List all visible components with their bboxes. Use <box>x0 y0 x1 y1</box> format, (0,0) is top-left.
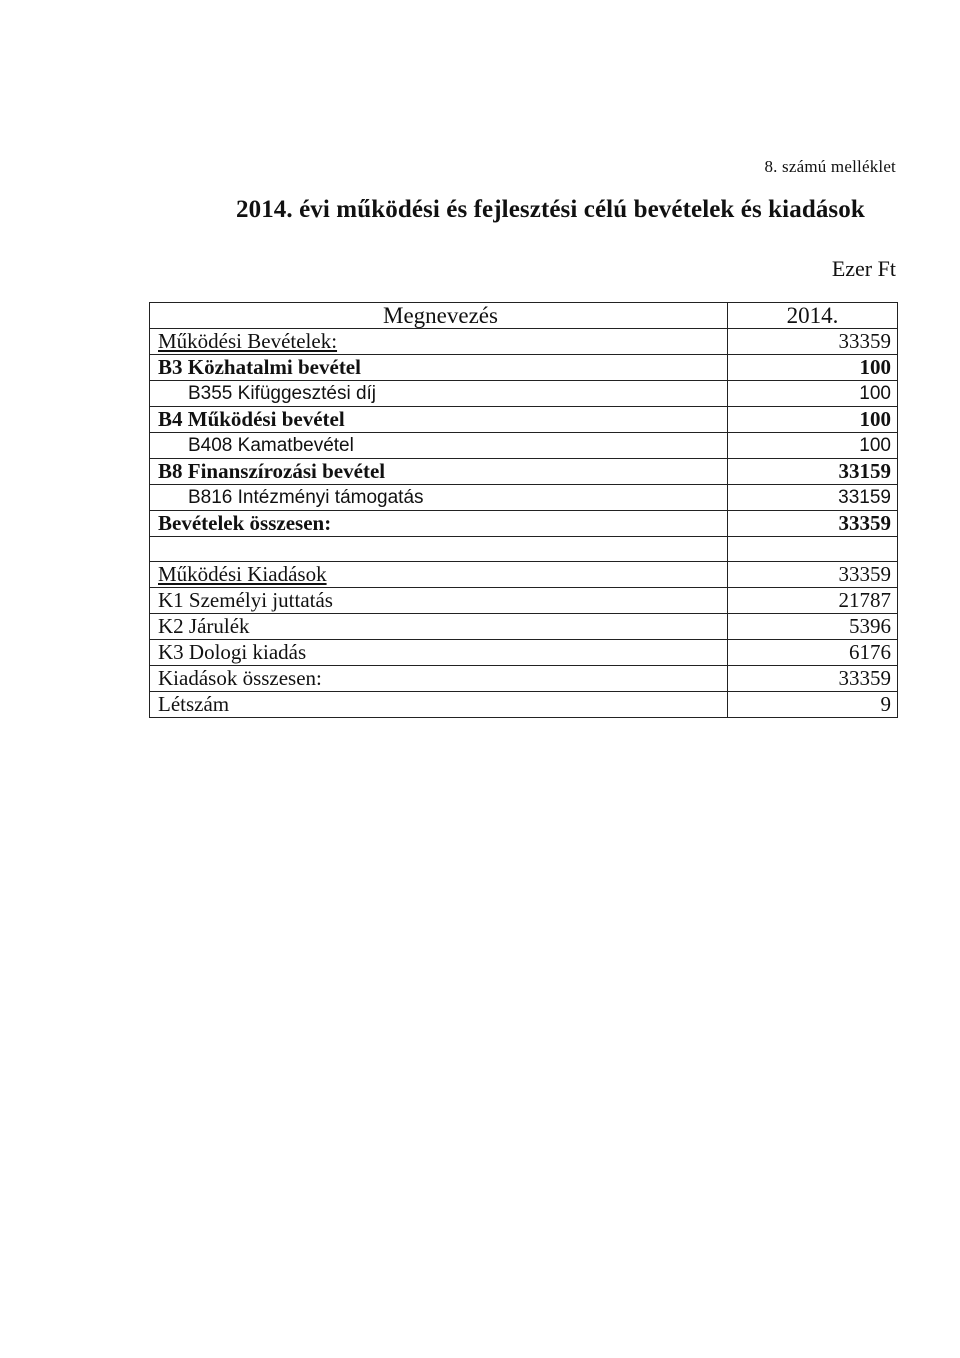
row-value: 33159 <box>728 459 898 485</box>
row-name: B355 Kifüggesztési díj <box>150 381 728 407</box>
row-name: K3 Dologi kiadás <box>150 640 728 666</box>
header-name: Megnevezés <box>150 303 728 329</box>
table-header-row <box>150 303 898 329</box>
revenue-total-row <box>150 511 898 537</box>
revenue-total-label: Bevételek összesen: <box>150 511 728 537</box>
budget-table <box>149 302 898 718</box>
annex-label: 8. számú melléklet <box>764 157 896 176</box>
row-name: K1 Személyi juttatás <box>150 588 728 614</box>
expense-total-row <box>150 666 898 692</box>
expense-total-label: Kiadások összesen: <box>150 666 728 692</box>
spacer-row <box>150 537 898 562</box>
row-value: 100 <box>728 381 898 407</box>
table-row <box>150 433 898 459</box>
row-name: B408 Kamatbevétel <box>150 433 728 459</box>
table-row <box>150 485 898 511</box>
table-row <box>150 614 898 640</box>
headcount-label: Létszám <box>150 692 728 718</box>
revenue-section-row <box>150 329 898 355</box>
row-value: 33159 <box>728 485 898 511</box>
table-row <box>150 407 898 433</box>
revenue-section-value: 33359 <box>728 329 898 355</box>
row-name: B3 Közhatalmi bevétel <box>150 355 728 381</box>
header-year: 2014. <box>728 303 898 329</box>
row-name: B8 Finanszírozási bevétel <box>150 459 728 485</box>
revenue-total-value: 33359 <box>728 511 898 537</box>
row-value: 6176 <box>728 640 898 666</box>
unit-label: Ezer Ft <box>831 256 896 281</box>
row-value: 5396 <box>728 614 898 640</box>
expense-total-value: 33359 <box>728 666 898 692</box>
table-row <box>150 640 898 666</box>
expense-section-value: 33359 <box>728 562 898 588</box>
table-row <box>150 588 898 614</box>
table-row <box>150 459 898 485</box>
row-value: 100 <box>728 433 898 459</box>
spacer-cell <box>728 537 898 562</box>
revenue-section-label: Működési Bevételek: <box>150 329 728 355</box>
expense-section-row <box>150 562 898 588</box>
expense-section-label: Működési Kiadások <box>150 562 728 588</box>
row-value: 100 <box>728 355 898 381</box>
table-row <box>150 381 898 407</box>
row-name: B4 Működési bevétel <box>150 407 728 433</box>
headcount-value: 9 <box>728 692 898 718</box>
document-title: 2014. évi működési és fejlesztési célú bevételek és kiadások <box>236 196 865 223</box>
row-name: B816 Intézményi támogatás <box>150 485 728 511</box>
row-name: K2 Járulék <box>150 614 728 640</box>
row-value: 21787 <box>728 588 898 614</box>
headcount-row <box>150 692 898 718</box>
spacer-cell <box>150 537 728 562</box>
row-value: 100 <box>728 407 898 433</box>
table-row <box>150 355 898 381</box>
